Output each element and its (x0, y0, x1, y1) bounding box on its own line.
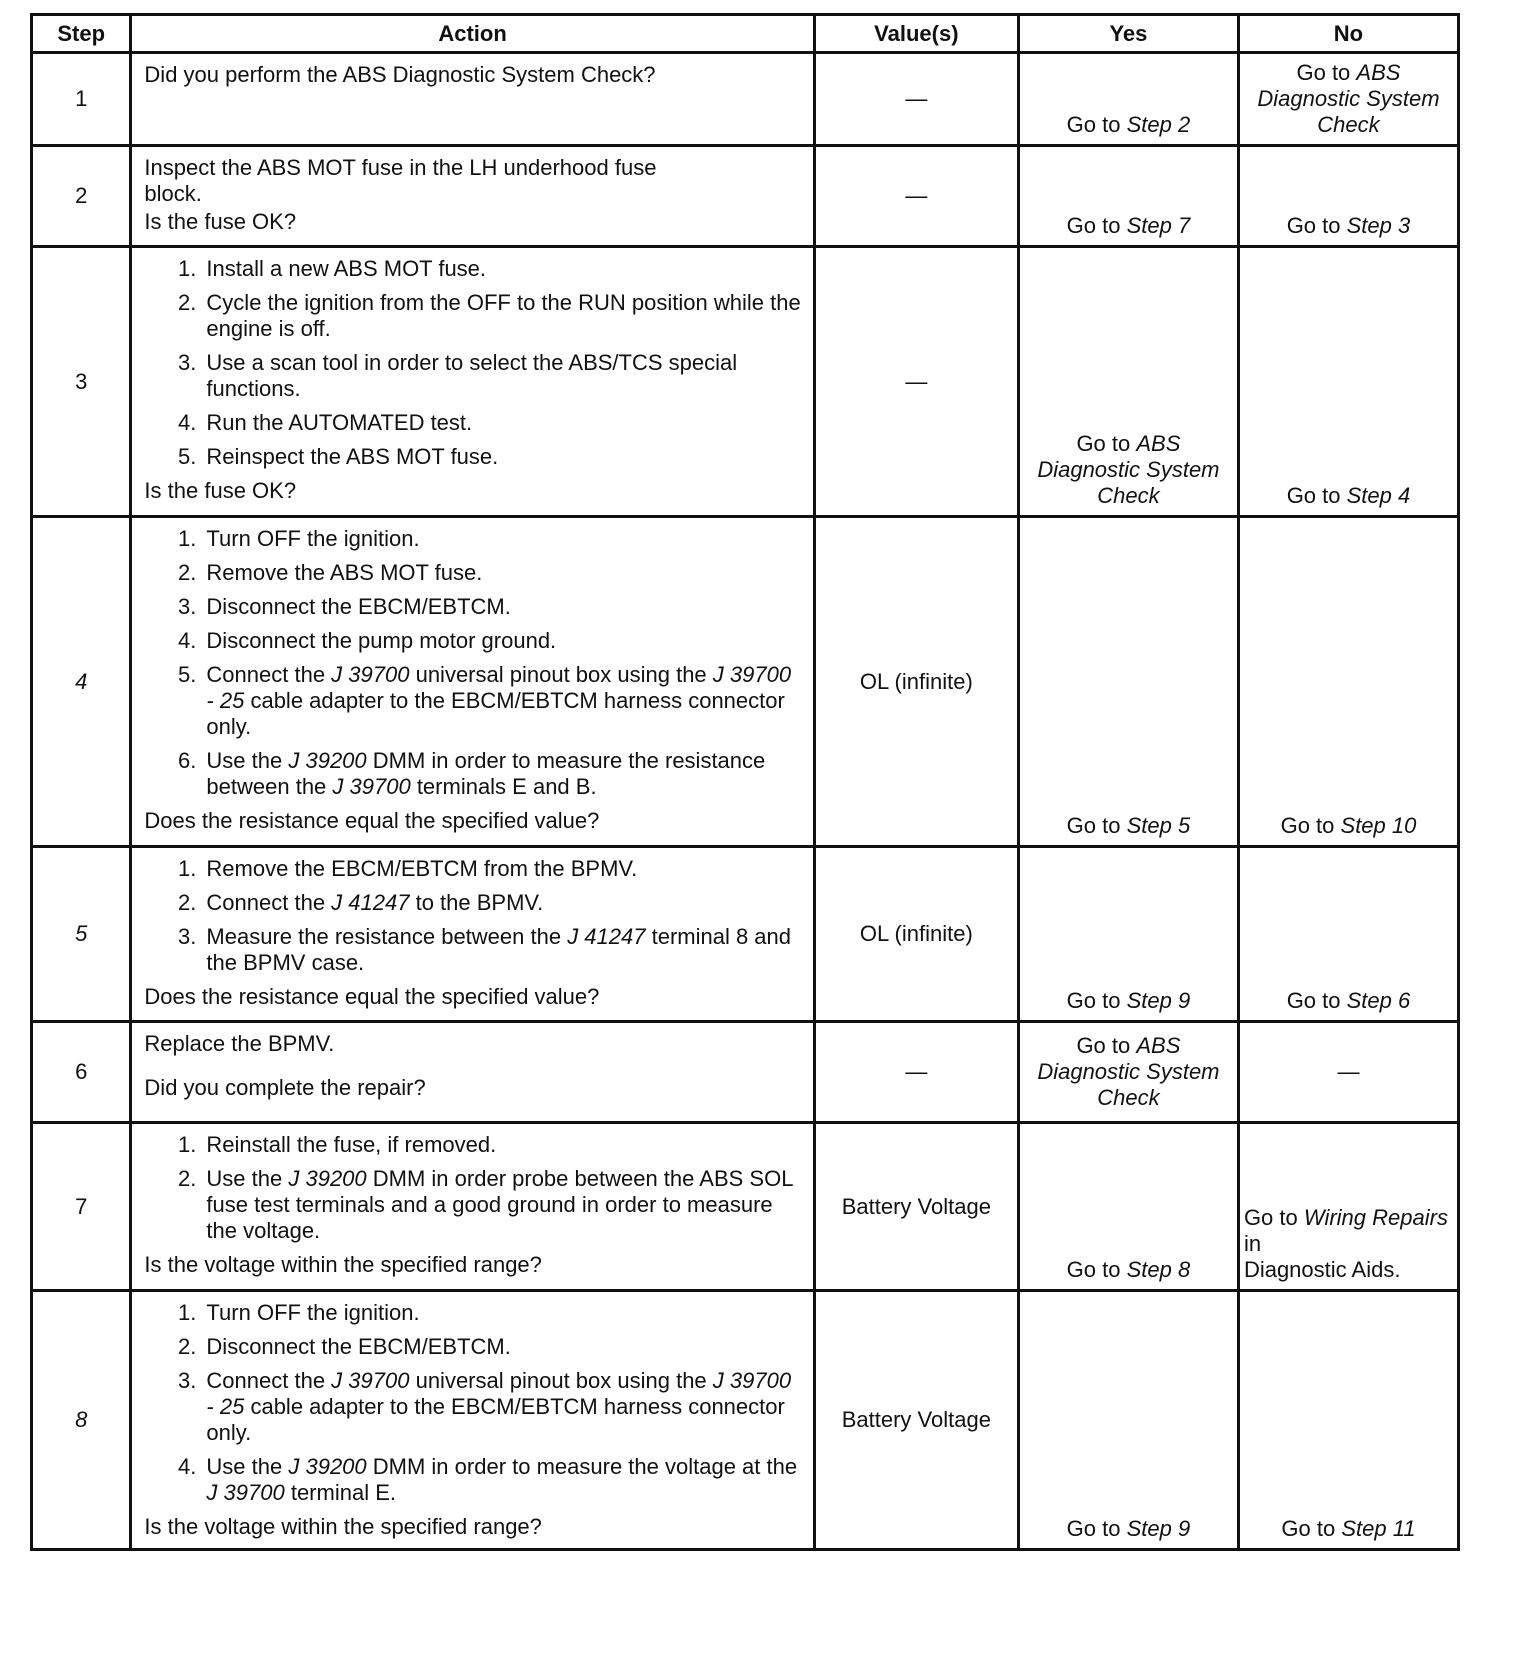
text-fragment: Use the (206, 1166, 289, 1191)
list-item: 1. Turn OFF the ignition. (202, 526, 802, 552)
no-cell (1238, 53, 1458, 146)
tool-ref: J 39700 - 25 (206, 662, 792, 713)
text-fragment: universal pinout box using the (409, 1368, 713, 1393)
list-item: 2. Disconnect the EBCM/EBTCM. (202, 1334, 802, 1360)
value-cell: Battery Voltage (814, 1123, 1018, 1291)
table-row (32, 1291, 1459, 1550)
step-number: 1 (32, 53, 131, 146)
step-link[interactable]: Step 10 (1340, 813, 1417, 838)
list-item: 1. Turn OFF the ignition. (202, 1300, 802, 1326)
value-cell: OL (infinite) (814, 847, 1018, 1022)
list-item: 3. Disconnect the EBCM/EBTCM. (202, 594, 802, 620)
instruction-list (144, 526, 802, 800)
list-item: 1. Install a new ABS MOT fuse. (202, 256, 802, 282)
step-number: 3 (32, 247, 131, 517)
question-text: Is the fuse OK? (144, 478, 297, 503)
no-cell (1238, 517, 1458, 847)
goto-label: Go to (1066, 112, 1121, 137)
value-cell: Battery Voltage (814, 1291, 1018, 1550)
tool-ref: J 39200 (288, 1454, 367, 1479)
header-values: Value(s) (814, 15, 1018, 53)
step-link[interactable]: Step 8 (1126, 1257, 1191, 1282)
abs-check-link[interactable]: ABS Diagnostic System Check (1037, 431, 1220, 508)
action-cell (131, 1291, 814, 1550)
goto-label: Go to (1066, 1516, 1121, 1541)
header-row (32, 15, 1459, 53)
spacer (144, 1057, 802, 1073)
text-fragment: Connect the (206, 662, 332, 687)
header-step: Step (32, 15, 131, 53)
header-yes: Yes (1018, 15, 1238, 53)
no-cell (1238, 847, 1458, 1022)
text-fragment: terminal E. (284, 1480, 396, 1505)
action-cell (131, 1022, 814, 1123)
text-fragment: Measure the resistance between the (206, 924, 568, 949)
yes-cell (1018, 1022, 1238, 1123)
action-cell (131, 53, 814, 146)
goto-label: Go to (1280, 813, 1335, 838)
step-number: 4 (32, 517, 131, 847)
table-row (32, 1022, 1459, 1123)
step-link[interactable]: Step 11 (1341, 1516, 1416, 1541)
action-cell (131, 146, 814, 247)
goto-label: Go to (1296, 60, 1351, 85)
value-cell: OL (infinite) (814, 517, 1018, 847)
diagnostic-table (30, 13, 1460, 1551)
action-cell (131, 517, 814, 847)
no-cell (1238, 247, 1458, 517)
no-cell (1238, 146, 1458, 247)
list-item (202, 1166, 802, 1244)
goto-label: Go to (1076, 431, 1131, 456)
text-fragment: Connect the (206, 890, 332, 915)
yes-cell (1018, 517, 1238, 847)
list-item: 2. Remove the ABS MOT fuse. (202, 560, 802, 586)
tool-ref: J 39700 - 25 (206, 1368, 792, 1419)
goto-label: Go to (1286, 213, 1341, 238)
text-fragment: cable adapter to the EBCM/EBTCM harness connector only. (206, 1394, 785, 1445)
text-fragment: Use the (206, 1454, 289, 1479)
list-item (202, 890, 802, 916)
list-item (202, 748, 802, 800)
action-text: Did you perform the ABS Diagnostic System Check? (144, 62, 656, 87)
question-text: Is the voltage within the specified range? (144, 1514, 542, 1539)
tool-ref: J 39700 (331, 662, 410, 687)
yes-cell (1018, 53, 1238, 146)
step-link[interactable]: Step 9 (1126, 1516, 1191, 1541)
tool-ref: J 41247 (331, 890, 410, 915)
text-fragment: universal pinout box using the (409, 662, 713, 687)
value-cell: — (814, 53, 1018, 146)
goto-label: Go to (1281, 1516, 1336, 1541)
step-link[interactable]: Step 9 (1126, 988, 1191, 1013)
goto-label: Go to (1076, 1033, 1131, 1058)
action-text: Inspect the ABS MOT fuse in the LH underhood fuse block. (144, 155, 657, 206)
goto-label: Go to (1243, 1205, 1298, 1230)
step-link[interactable]: Step 6 (1346, 988, 1411, 1013)
list-item: 4. Run the AUTOMATED test. (202, 410, 802, 436)
goto-label: Go to (1286, 988, 1341, 1013)
action-cell (131, 247, 814, 517)
question-text: Did you complete the repair? (144, 1075, 426, 1100)
diagnostic-aids-text: Diagnostic Aids. (1243, 1257, 1401, 1282)
question-text: Does the resistance equal the specified value? (144, 984, 600, 1009)
instruction-list (144, 256, 802, 470)
no-wrap (1244, 1205, 1453, 1283)
action-cell (131, 1123, 814, 1291)
tool-ref: J 39700 (206, 1480, 285, 1505)
table-row (32, 517, 1459, 847)
text-fragment: Use the (206, 748, 289, 773)
question-text: Is the voltage within the specified range? (144, 1252, 542, 1277)
text-fragment: to the BPMV. (409, 890, 544, 915)
wiring-repairs-link[interactable]: Wiring Repairs (1303, 1205, 1448, 1230)
step-link[interactable]: Step 4 (1346, 483, 1411, 508)
list-item: 3. Use a scan tool in order to select the ABS/TCS special functions. (202, 350, 802, 402)
text-fragment: cable adapter to the EBCM/EBTCM harness connector only. (206, 688, 785, 739)
step-link[interactable]: Step 7 (1126, 213, 1191, 238)
list-item: 5. Reinspect the ABS MOT fuse. (202, 444, 802, 470)
table-row (32, 1123, 1459, 1291)
abs-check-link[interactable]: ABS Diagnostic System Check (1257, 60, 1440, 137)
list-item: 4. Disconnect the pump motor ground. (202, 628, 802, 654)
list-item (202, 924, 802, 976)
abs-check-link[interactable]: ABS Diagnostic System Check (1037, 1033, 1220, 1110)
list-item: 2. Cycle the ignition from the OFF to the RUN position while the engine is off. (202, 290, 802, 342)
tool-ref: J 39700 (332, 774, 411, 799)
header-no: No (1238, 15, 1458, 53)
step-number: 6 (32, 1022, 131, 1123)
question-text: Is the fuse OK? (144, 209, 297, 234)
step-number: 5 (32, 847, 131, 1022)
step-link[interactable]: Step 3 (1346, 213, 1411, 238)
text-fragment: in (1243, 1231, 1262, 1256)
yes-cell (1018, 247, 1238, 517)
goto-label: Go to (1286, 483, 1341, 508)
list-item (202, 662, 802, 740)
step-link[interactable]: Step 5 (1126, 813, 1191, 838)
yes-cell (1018, 1123, 1238, 1291)
text-fragment: DMM in order to measure the resistance between the (206, 748, 766, 799)
goto-label: Go to (1066, 988, 1121, 1013)
header-action: Action (131, 15, 814, 53)
text-fragment: DMM in order to measure the voltage at the (366, 1454, 798, 1479)
table-row (32, 247, 1459, 517)
list-item (202, 1368, 802, 1446)
text-fragment: DMM in order probe between the ABS SOL fuse test terminals and a good ground in order to measure the voltage. (206, 1166, 793, 1243)
instruction-list (144, 1300, 802, 1506)
tool-ref: J 41247 (567, 924, 646, 949)
yes-cell (1018, 1291, 1238, 1550)
list-item (202, 1454, 802, 1506)
goto-label: Go to (1066, 813, 1121, 838)
yes-cell (1018, 146, 1238, 247)
value-cell: — (814, 1022, 1018, 1123)
no-cell: — (1238, 1022, 1458, 1123)
tool-ref: J 39200 (288, 748, 367, 773)
instruction-list (144, 856, 802, 976)
step-number: 8 (32, 1291, 131, 1550)
table-row (32, 146, 1459, 247)
tool-ref: J 39200 (288, 1166, 367, 1191)
action-text: Replace the BPMV. (144, 1031, 335, 1056)
goto-label: Go to (1066, 1257, 1121, 1282)
list-item: 1. Remove the EBCM/EBTCM from the BPMV. (202, 856, 802, 882)
text-fragment: terminals E and B. (410, 774, 597, 799)
text-fragment: Connect the (206, 1368, 332, 1393)
list-item: 1. Reinstall the fuse, if removed. (202, 1132, 802, 1158)
instruction-list (144, 1132, 802, 1244)
step-number: 7 (32, 1123, 131, 1291)
table-row (32, 53, 1459, 146)
action-cell (131, 847, 814, 1022)
value-cell: — (814, 247, 1018, 517)
yes-cell (1018, 847, 1238, 1022)
value-cell: — (814, 146, 1018, 247)
question-text: Does the resistance equal the specified value? (144, 808, 600, 833)
step-link[interactable]: Step 2 (1126, 112, 1191, 137)
tool-ref: J 39700 (331, 1368, 410, 1393)
no-cell (1238, 1123, 1458, 1291)
text-fragment: terminal 8 and the BPMV case. (206, 924, 792, 975)
goto-label: Go to (1066, 213, 1121, 238)
no-cell (1238, 1291, 1458, 1550)
table-row (32, 847, 1459, 1022)
step-number: 2 (32, 146, 131, 247)
